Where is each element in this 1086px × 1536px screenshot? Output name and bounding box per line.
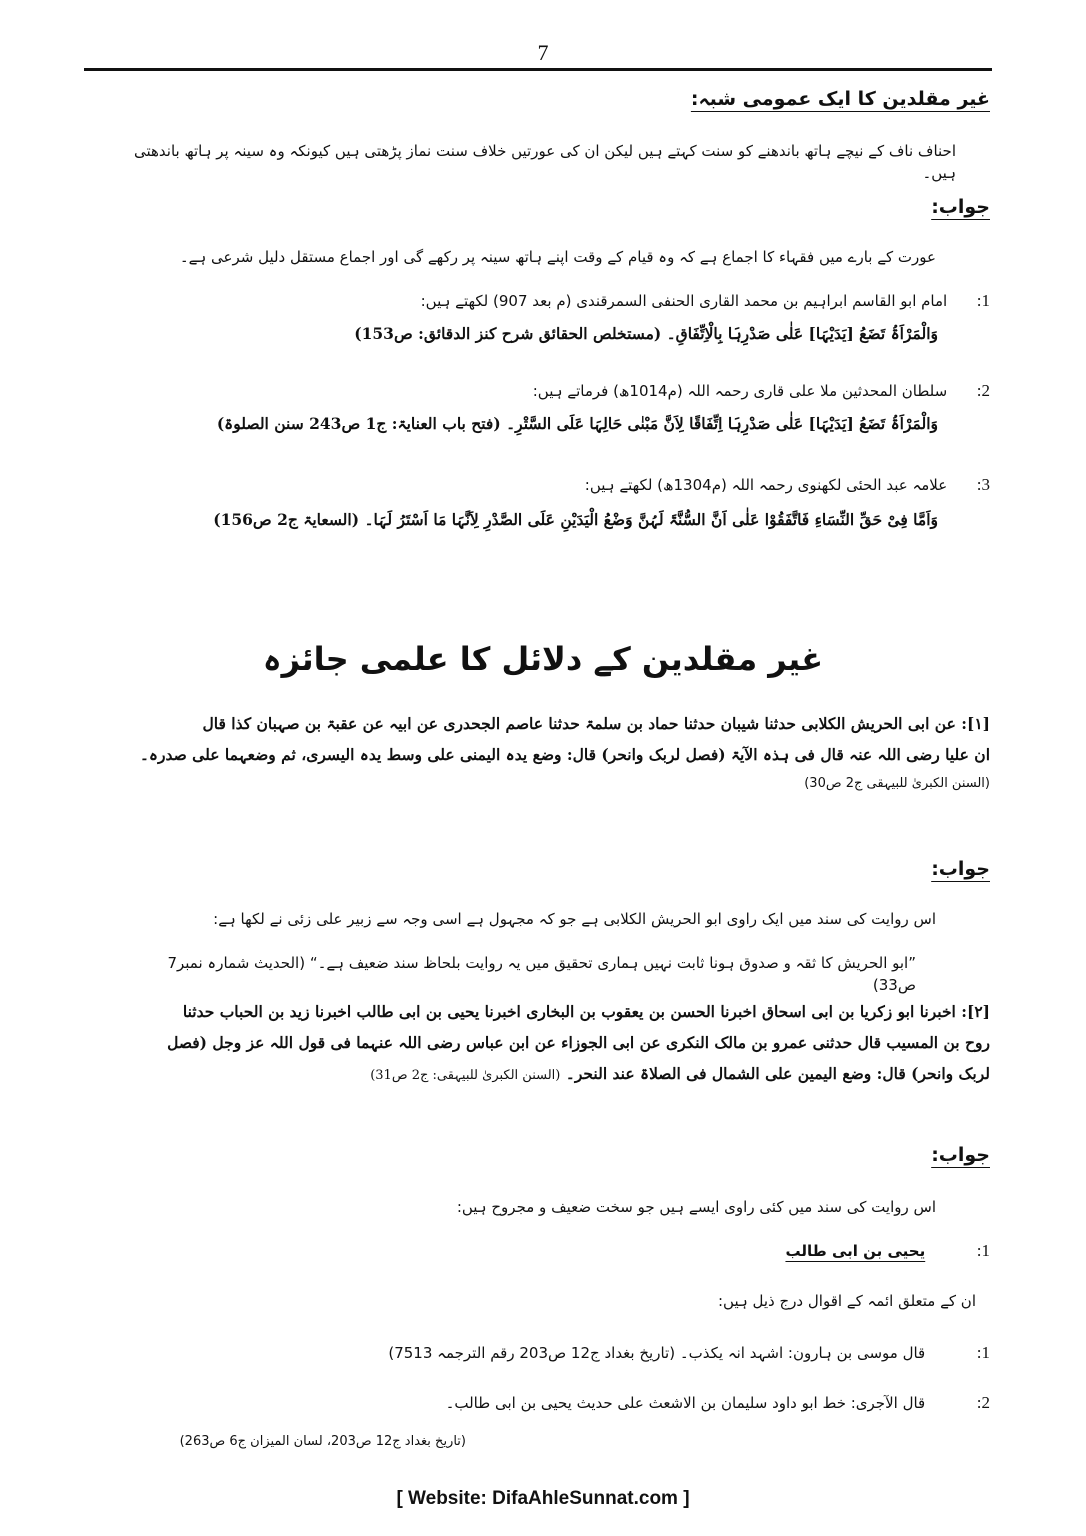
opinion-text: قال الآجری: خط ابو داود سلیمان بن الاشعث علی حدیث یحیی بن ابی طالب۔ — [445, 1394, 926, 1412]
evidence-line: اخبرنا ابو زکریا بن ابی اسحاق اخبرنا الحسن بن یعقوب بن البخاری اخبرنا یحیی بن ابی طالب اخبرنا زید بن الحباب حدثنا — [182, 1002, 956, 1021]
answer1-intro: عورت کے بارے میں فقہاء کا اجماع ہے کہ وہ قیام کے وقت اپنے ہاتھ سینہ پر رکھے گی اور اجماع مستقل دلیل شرعی ہے۔ — [179, 248, 936, 266]
opinion-number: 2: — [976, 1393, 990, 1412]
answer2-quote: ”ابو الحریش کا ثقہ و صدوق ہونا ثابت نہیں ہماری تحقیق میں یہ روایت بلحاظ سند ضعیف ہے۔“ (الحدیث شمارہ نمبر7 ص33) — [167, 954, 916, 994]
section1-text: احناف ناف کے نیچے ہاتھ باندھنے کو سنت کہتے ہیں لیکن ان کی عورتیں خلاف سنت نماز پڑھتی ہیں کیونکہ وہ سینہ پر ہاتھ باندھتی ہیں۔ — [133, 142, 956, 182]
item-quote: وَالْمَرْاَۃُ تَضَعُ [یَدَیْہَا] عَلٰی صَدْرِہَا بِالْاِتِّفَاقِ۔ (مستخلص الحقائق شرح کنز الدقائق: ص153) — [354, 324, 938, 343]
opinion-number: 1: — [976, 1343, 990, 1362]
item-number: 3: — [976, 475, 990, 494]
answer3-heading: جواب: — [931, 1144, 990, 1166]
opinions-intro: ان کے متعلق ائمہ کے اقوال درج ذیل ہیں: — [717, 1292, 976, 1310]
item-quote: وَاَمَّا فِیْ حَقِّ النِّسَاءِ فَاتَّفَقُوْا عَلٰی اَنَّ السُّنَّۃَ لَہُنَّ وَضْعُ الْیَدَیْنِ عَلَی الصَّدْرِ لِاَنَّہَا مَا اَسْتَرُ لَہَا۔ (السعایۃ ج2 ص156) — [213, 510, 938, 529]
evidence-number: [۱]: — [961, 714, 990, 733]
opinion-text: قال موسی بن ہارون: اشہد انہ یکذب۔ (تاریخ بغداد ج12 ص203 رقم الترجمہ 7513) — [388, 1344, 926, 1362]
evidence-line: عن ابی الحریش الکلابی حدثنا شیبان حدثنا حماد بن سلمۃ حدثنا عاصم الجحدری عن ابیہ عن عقبۃ بن صہبان کذا قال — [202, 714, 956, 733]
header-rule — [84, 68, 992, 71]
answer2-heading: جواب: — [931, 858, 990, 880]
answer1-heading: جواب: — [931, 196, 990, 218]
narrator-name: یحیی بن ابی طالب — [785, 1242, 926, 1260]
narrator-number: 1: — [976, 1241, 990, 1260]
evidence-reference: (السنن الکبریٰ للبیہقی ج2 ص30) — [804, 776, 990, 791]
section1-heading: غیر مقلدین کا ایک عمومی شبہ: — [690, 88, 990, 110]
opinion-item-2 — [120, 1392, 990, 1414]
answer1-item-3 — [110, 474, 990, 531]
evidence-line: لربک وانحر) قال: وضع الیمین علی الشمال فی الصلاۃ عند النحر۔ — [565, 1064, 990, 1083]
page-number: 7 — [537, 40, 549, 65]
answer2-text: اس روایت کی سند میں ایک راوی ابو الحریش الکلابی ہے جو کہ مجہول ہے اسی وجہ سے زبیر علی زئی نے لکھا ہے: — [213, 910, 936, 928]
section-title: غیر مقلدین کے دلائل کا علمی جائزہ — [262, 640, 824, 678]
item-quote: وَالْمَرْاَۃُ تَضَعُ [یَدَیْہَا] عَلٰی صَدْرِہَا اِتِّفَاقًا لِاَنَّ مَبْنٰی حَالِہَا عَلَی السَّتْرِ۔ (فتح باب العنایۃ: ج1 ص243 سنن الصلوۃ) — [216, 414, 938, 433]
website-footer: [ Website: DifaAhleSunnat.com ] — [396, 1488, 690, 1509]
narrator-line — [120, 1240, 990, 1262]
opinion-item-1 — [120, 1342, 990, 1364]
answer3-reference: (تاریخ بغداد ج12 ص203، لسان المیزان ج6 ص263) — [179, 1434, 466, 1449]
item-author: علامہ عبد الحئی لکھنوی رحمہ اللہ (م1304ھ) لکھتے ہیں: — [584, 476, 948, 494]
item-author: سلطان المحدثین ملا علی قاری رحمہ اللہ (م1014ھ) فرماتے ہیں: — [532, 382, 948, 400]
evidence-line: ان علیا رضی اللہ عنہ قال فی ہذہ الآیۃ (فصل لربک وانحر) قال: وضع یدہ الیمنی علی وسط یدہ الیسری، ثم وضعہما علی صدرہ۔ — [139, 745, 990, 764]
item-number: 1: — [976, 291, 990, 310]
evidence2 — [96, 1000, 990, 1087]
answer1-item-1 — [110, 290, 990, 345]
answer1-item-2 — [110, 380, 990, 435]
item-number: 2: — [976, 381, 990, 400]
item-author: امام ابو القاسم ابراہیم بن محمد القاری الحنفی السمرقندی (م بعد 907) لکھتے ہیں: — [420, 292, 948, 310]
evidence-number: [۲]: — [961, 1002, 990, 1021]
evidence-reference: (السنن الکبریٰ للبیہقی: ج2 ص31) — [370, 1068, 561, 1083]
evidence1 — [96, 712, 990, 791]
evidence-line: روح بن المسیب قال حدثنی عمرو بن مالک النکری عن ابی الجوزاء عن ابن عباس رضی اللہ عنہما فی قول اللہ عز وجل (فصل — [167, 1033, 990, 1052]
answer3-text: اس روایت کی سند میں کئی راوی ایسے ہیں جو سخت ضعیف و مجروح ہیں: — [456, 1198, 936, 1216]
